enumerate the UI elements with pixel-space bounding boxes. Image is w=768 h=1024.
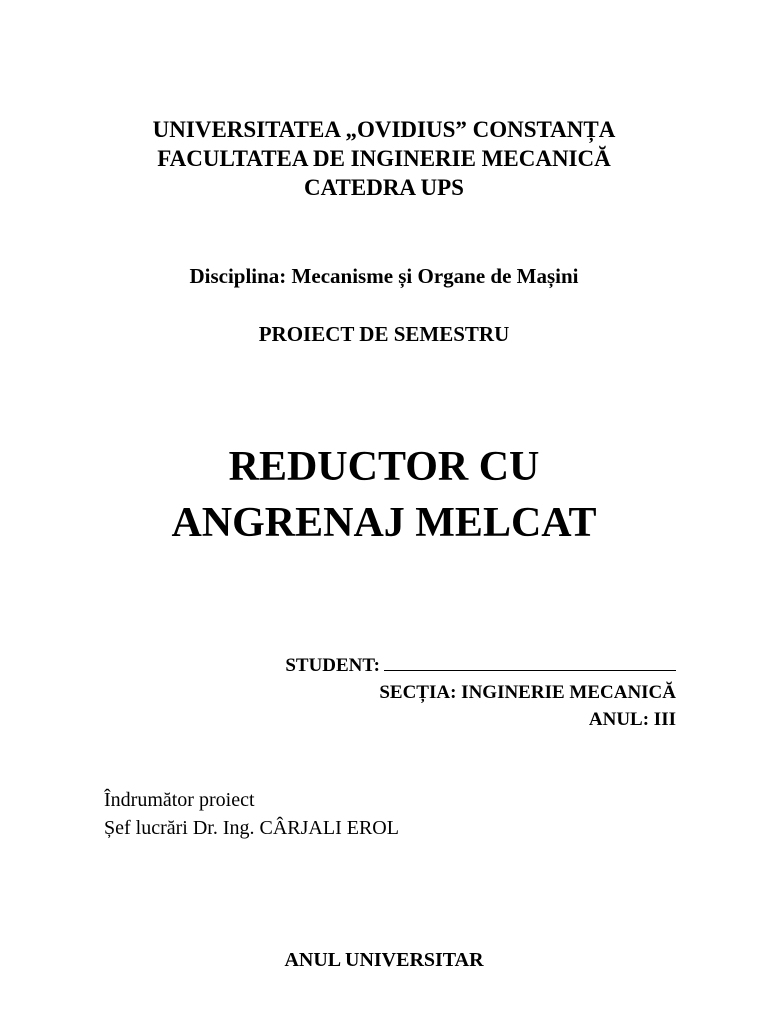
advisor-name: Șef lucrări Dr. Ing. CÂRJALI EROL <box>104 817 399 839</box>
student-label: STUDENT: <box>285 655 380 676</box>
discipline: Disciplina: Mecanisme și Organe de Mașini <box>189 264 579 288</box>
title-line-2: ANGRENAJ MELCAT <box>171 500 597 546</box>
academic-year: ANUL UNIVERSITAR <box>284 949 484 971</box>
faculty-name: FACULTATEA DE INGINERIE MECANICĂ <box>157 146 611 171</box>
department-name: CATEDRA UPS <box>304 175 464 200</box>
advisor-label: Îndrumător proiect <box>104 789 255 811</box>
section: SECȚIA: INGINERIE MECANICĂ <box>379 682 676 703</box>
student-line <box>285 655 676 677</box>
student-name-blank <box>384 656 676 671</box>
title-line-1: REDUCTOR CU <box>228 444 540 490</box>
study-year: ANUL: III <box>588 709 676 730</box>
university-name: UNIVERSITATEA „OVIDIUS” CONSTANȚA <box>152 117 616 142</box>
project-type: PROIECT DE SEMESTRU <box>258 322 510 346</box>
